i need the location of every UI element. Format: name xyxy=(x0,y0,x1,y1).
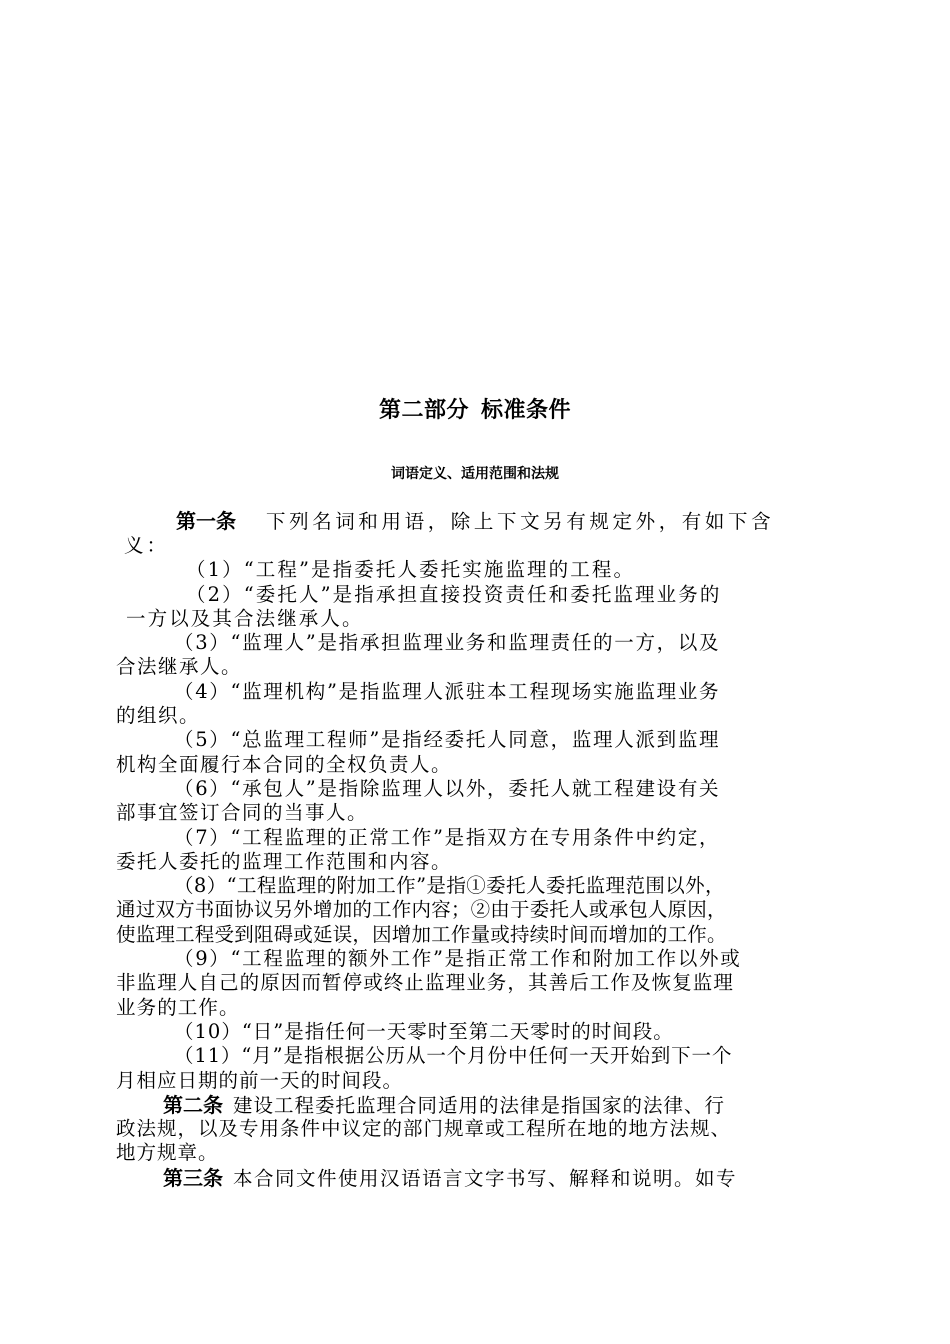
definition-3-line-1: （3）“监理人”是指承担监理业务和监理责任的一方，以及 xyxy=(174,631,721,655)
definition-1 xyxy=(116,558,856,582)
article-2-line-1 xyxy=(116,1093,856,1117)
definition-3-line-2: 合法继承人。 xyxy=(116,655,243,679)
definition-4 xyxy=(116,680,856,704)
article-2-line-2 xyxy=(116,1117,856,1141)
definition-9-line-1: （9）“工程监理的额外工作”是指正常工作和附加工作以外或 xyxy=(174,947,742,971)
definition-10-line-1: （10）“日”是指任何一天零时至第二天零时的时间段。 xyxy=(174,1019,674,1043)
definition-2-line-2: 一方以及其合法继承人。 xyxy=(126,606,364,630)
article-2-line-3 xyxy=(116,1141,856,1165)
definition-9-cont-2 xyxy=(116,996,856,1020)
definition-8-cont-1 xyxy=(116,898,856,922)
definition-5-line-1: （5）“总监理工程师”是指经委托人同意，监理人派到监理 xyxy=(174,728,721,752)
definition-11-line-1: （11）“月”是指根据公历从一个月份中任何一天开始到下一个 xyxy=(174,1044,733,1068)
title-part-name: 标准条件 xyxy=(481,398,572,423)
article-1-line-1 xyxy=(116,508,856,534)
definition-6-line-1: （6）“承包人”是指除监理人以外，委托人就工程建设有关 xyxy=(174,776,721,800)
article-3-label: 第三条 xyxy=(163,1165,223,1190)
section-subtitle: 词语定义、适用范围和法规 xyxy=(391,466,559,482)
article-2-label: 第二条 xyxy=(163,1092,223,1117)
definition-9-line-2: 非监理人自己的原因而暂停或终止监理业务，其善后工作及恢复监理 xyxy=(116,971,735,995)
definition-11-cont xyxy=(116,1069,856,1093)
title-part-number: 第二部分 xyxy=(378,398,469,423)
article-2-text-cont-2: 地方规章。 xyxy=(116,1141,219,1165)
definition-6 xyxy=(116,777,856,801)
article-3-text: 本合同文件使用汉语语言文字书写、解释和说明。如专 xyxy=(233,1166,738,1190)
article-1-label: 第一条 xyxy=(176,509,236,533)
definition-8 xyxy=(116,874,856,898)
article-1-text-cont: 义： xyxy=(124,534,170,557)
definition-7-line-2: 委托人委托的监理工作范围和内容。 xyxy=(116,849,453,873)
definition-2-line-1: （2）“委托人”是指承担直接投资责任和委托监理业务的 xyxy=(186,582,722,606)
document-body xyxy=(116,508,856,1190)
definition-4-cont xyxy=(116,704,856,728)
definition-8-line-2: 通过双方书面协议另外增加的工作内容；②由于委托人或承包人原因， xyxy=(116,898,727,922)
definition-9-cont-1 xyxy=(116,971,856,995)
definition-9 xyxy=(116,947,856,971)
definition-7-line-1: （7）“工程监理的正常工作”是指双方在专用条件中约定， xyxy=(174,825,721,849)
document-title xyxy=(0,393,950,424)
definition-4-line-2: 的组织。 xyxy=(116,704,201,728)
definition-8-line-1: （8）“工程监理的附加工作”是指①委托人委托监理范围以外， xyxy=(174,874,725,898)
definition-9-line-3: 业务的工作。 xyxy=(116,995,240,1019)
article-2-text: 建设工程委托监理合同适用的法律是指国家的法律、行 xyxy=(233,1093,726,1117)
definition-5-cont xyxy=(116,753,856,777)
definition-1-line-1: （1）“工程”是指委托人委托实施监理的工程。 xyxy=(186,558,636,582)
definition-3-cont xyxy=(116,655,856,679)
definition-7 xyxy=(116,826,856,850)
definition-11 xyxy=(116,1044,856,1068)
definition-4-line-1: （4）“监理机构”是指监理人派驻本工程现场实施监理业务 xyxy=(174,679,721,703)
definition-2 xyxy=(116,583,856,607)
definition-8-line-3: 使监理工程受到阻碍或延误，因增加工作量或持续时间而增加的工作。 xyxy=(116,922,727,946)
article-3-line-1 xyxy=(116,1166,856,1190)
definition-11-line-2: 月相应日期的前一天的时间段。 xyxy=(116,1068,404,1092)
definition-5 xyxy=(116,728,856,752)
article-2-text-cont-1: 政法规，以及专用条件中议定的部门规章或工程所在地的地方法规、 xyxy=(116,1117,732,1141)
definition-10 xyxy=(116,1020,856,1044)
definition-6-cont xyxy=(116,801,856,825)
article-1-text: 下列名词和用语，除上下文另有规定外，有如下含 xyxy=(266,510,775,533)
definition-2-cont xyxy=(116,607,856,631)
definition-5-line-2: 机构全面履行本合同的全权负责人。 xyxy=(116,752,453,776)
article-1-line-2 xyxy=(116,534,856,558)
definition-3 xyxy=(116,631,856,655)
definition-8-cont-2 xyxy=(116,923,856,947)
definition-7-cont xyxy=(116,850,856,874)
definition-6-line-2: 部事宜签订合同的当事人。 xyxy=(116,801,369,825)
